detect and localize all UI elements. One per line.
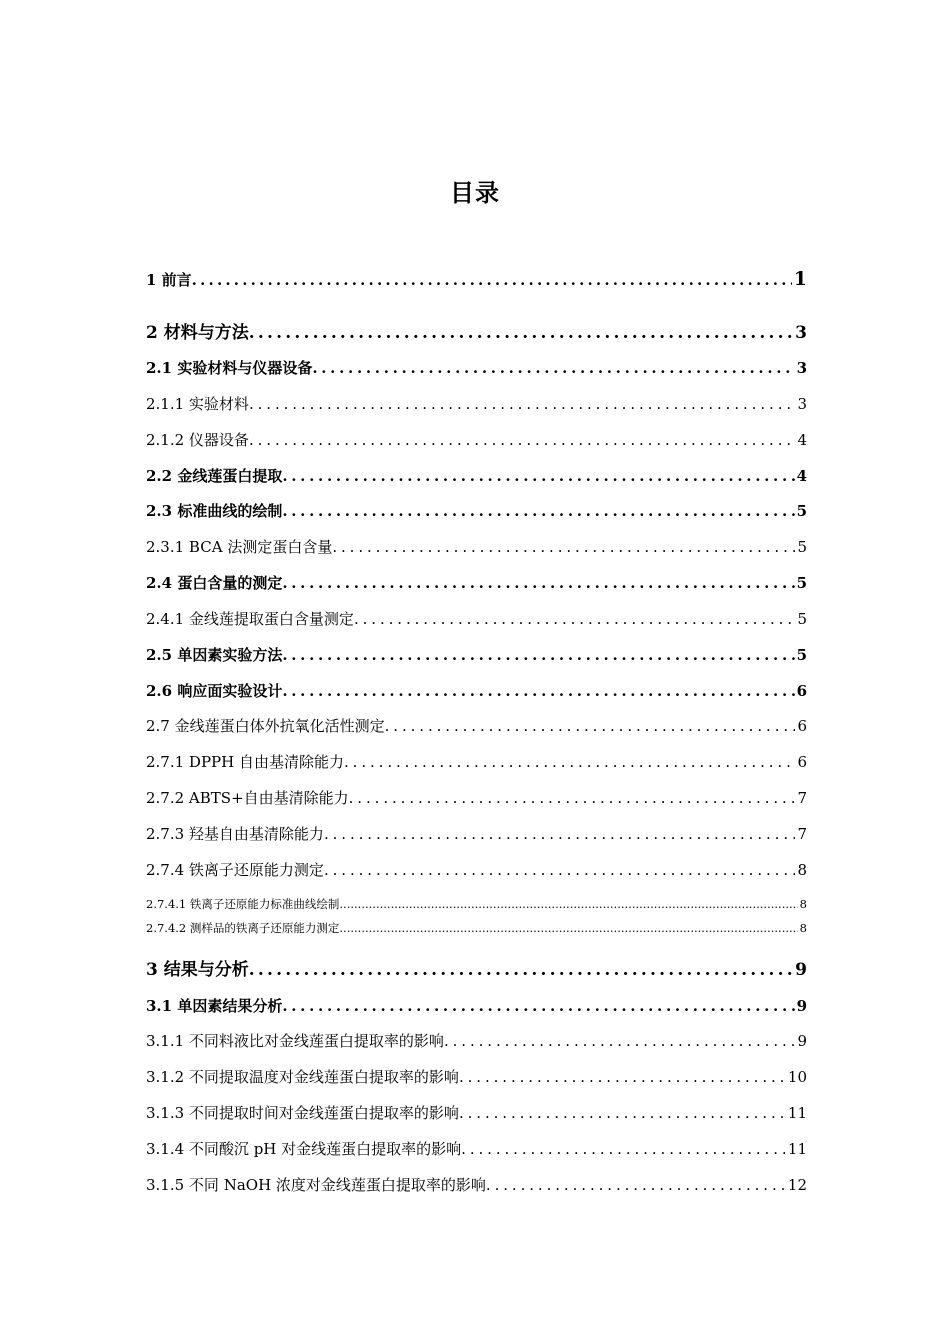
toc-entry-page: 3 [795, 323, 807, 343]
toc-entry-label: 2.7 金线莲蛋白体外抗氧化活性测定 [146, 717, 385, 735]
toc-leader [444, 1032, 796, 1050]
toc-entry-label: 3.1 单因素结果分析 [146, 997, 283, 1015]
toc-entry-label: 2.3.1 BCA 法测定蛋白含量 [146, 538, 333, 556]
toc-entry-page: 6 [797, 753, 807, 771]
toc-entry-label: 2.1.2 仪器设备 [146, 431, 249, 449]
toc-entry-page: 8 [799, 921, 807, 935]
toc-entry[interactable] [146, 465, 807, 486]
toc-entry[interactable] [146, 1066, 807, 1087]
toc-leader [486, 1176, 786, 1194]
toc-leader [249, 431, 796, 449]
toc-entry[interactable] [146, 1174, 807, 1195]
toc-entry[interactable] [146, 823, 807, 844]
toc-entry-label: 2.7.1 DPPH 自由基清除能力 [146, 753, 344, 771]
toc-entry-label: 2.4.1 金线莲提取蛋白含量测定 [146, 610, 354, 628]
toc-entry-page: 5 [796, 502, 807, 520]
toc-title: 目录 [450, 179, 500, 207]
toc-entry-page: 12 [787, 1176, 807, 1194]
toc-entry-page: 6 [796, 682, 807, 700]
toc-entry-label: 3.1.3 不同提取时间对金线莲蛋白提取率的影响 [146, 1104, 459, 1122]
toc-leader [354, 610, 796, 628]
toc-entry-page: 11 [787, 1140, 807, 1158]
toc-entry-page: 4 [796, 467, 807, 485]
toc-entry-page: 8 [799, 897, 807, 911]
toc-entry-label: 2.7.4 铁离子还原能力测定 [146, 861, 324, 879]
toc-leader [324, 861, 796, 879]
toc-entry-page: 5 [796, 574, 807, 592]
toc-entry[interactable] [146, 1138, 807, 1159]
toc-leader [339, 921, 797, 935]
toc-leader [385, 717, 796, 735]
toc-entry[interactable] [146, 644, 807, 665]
toc-leader [459, 1104, 786, 1122]
toc-entry[interactable] [146, 500, 807, 521]
toc-entry-page: 9 [795, 960, 807, 980]
toc-leader [459, 1068, 786, 1086]
toc-leader [282, 467, 794, 485]
toc-entry-page: 5 [797, 610, 807, 628]
toc-entry-page: 6 [797, 717, 807, 735]
toc-entry-page: 5 [796, 646, 807, 664]
toc-entry-label: 2.6 响应面实验设计 [146, 682, 283, 700]
toc-entry-label: 3 结果与分析 [146, 960, 249, 980]
toc-entry-page: 9 [796, 997, 807, 1015]
toc-entry[interactable] [146, 995, 807, 1016]
toc-leader [324, 825, 796, 843]
toc-leader [249, 323, 793, 343]
toc-entry-label: 2.7.3 羟基自由基清除能力 [146, 825, 324, 843]
toc-entry-label: 3.1.2 不同提取温度对金线莲蛋白提取率的影响 [146, 1068, 459, 1086]
toc-entry-label: 2.5 单因素实验方法 [146, 646, 283, 664]
toc-entry[interactable] [146, 715, 807, 736]
toc-leader [282, 502, 794, 520]
toc-entry-label: 1 前言 [146, 271, 192, 289]
toc-entry-label: 2 材料与方法 [146, 323, 249, 343]
toc-entry-page: 9 [797, 1032, 807, 1050]
toc-leader [282, 997, 794, 1015]
toc-leader [349, 789, 796, 807]
toc-entry-label: 2.1.1 实验材料 [146, 395, 249, 413]
toc-entry[interactable] [146, 357, 807, 378]
toc-leader [461, 1140, 786, 1158]
toc-entry-label: 3.1.4 不同酸沉 pH 对金线莲蛋白提取率的影响 [146, 1140, 462, 1158]
toc-entry-page: 5 [797, 538, 807, 556]
toc-leader [249, 395, 796, 413]
toc-entry[interactable] [146, 268, 807, 290]
toc-entry-label: 2.7.4.1 铁离子还原能力标准曲线绘制 [146, 897, 340, 911]
toc-entry[interactable] [146, 393, 807, 414]
toc-entry-page: 4 [797, 431, 807, 449]
toc-leader [312, 359, 794, 377]
toc-entry[interactable] [146, 536, 807, 557]
toc-entry-page: 7 [797, 825, 807, 843]
toc-entry[interactable] [146, 751, 807, 772]
toc-entry[interactable] [146, 896, 807, 912]
toc-leader [282, 682, 794, 700]
toc-entry-page: 11 [787, 1104, 807, 1122]
toc-leader [249, 960, 793, 980]
toc-entry-label: 2.3 标准曲线的绘制 [146, 502, 283, 520]
toc-leader [192, 271, 792, 289]
toc-entry[interactable] [146, 1030, 807, 1051]
toc-entry[interactable] [146, 318, 807, 343]
toc-entry-page: 1 [793, 268, 807, 290]
toc-entry-label: 2.2 金线莲蛋白提取 [146, 467, 283, 485]
toc-leader [332, 538, 795, 556]
toc-entry-label: 2.4 蛋白含量的测定 [146, 574, 283, 592]
toc-entry-page: 10 [787, 1068, 807, 1086]
toc-entry[interactable] [146, 680, 807, 701]
toc-entry-page: 8 [797, 861, 807, 879]
toc-entry-label: 2.7.4.2 测样品的铁离子还原能力测定 [146, 921, 340, 935]
toc-entry[interactable] [146, 920, 807, 936]
toc-entry-label: 2.7.2 ABTS+自由基清除能力 [146, 789, 349, 807]
toc-leader [282, 574, 794, 592]
toc-entry[interactable] [146, 1102, 807, 1123]
toc-entry-label: 3.1.5 不同 NaOH 浓度对金线莲蛋白提取率的影响 [146, 1176, 486, 1194]
toc-leader [344, 753, 795, 771]
toc-entry-page: 7 [797, 789, 807, 807]
toc-entry-page: 3 [796, 359, 807, 377]
toc-entry[interactable] [146, 608, 807, 629]
toc-leader [339, 897, 797, 911]
toc-leader [282, 646, 794, 664]
toc-entry-page: 3 [797, 395, 807, 413]
toc-entry[interactable] [146, 955, 807, 980]
toc-entry-label: 3.1.1 不同料液比对金线莲蛋白提取率的影响 [146, 1032, 444, 1050]
toc-entry[interactable] [146, 859, 807, 880]
toc-entry[interactable] [146, 787, 807, 808]
toc-entry[interactable] [146, 429, 807, 450]
toc-entry[interactable] [146, 572, 807, 593]
toc-entry-label: 2.1 实验材料与仪器设备 [146, 359, 313, 377]
